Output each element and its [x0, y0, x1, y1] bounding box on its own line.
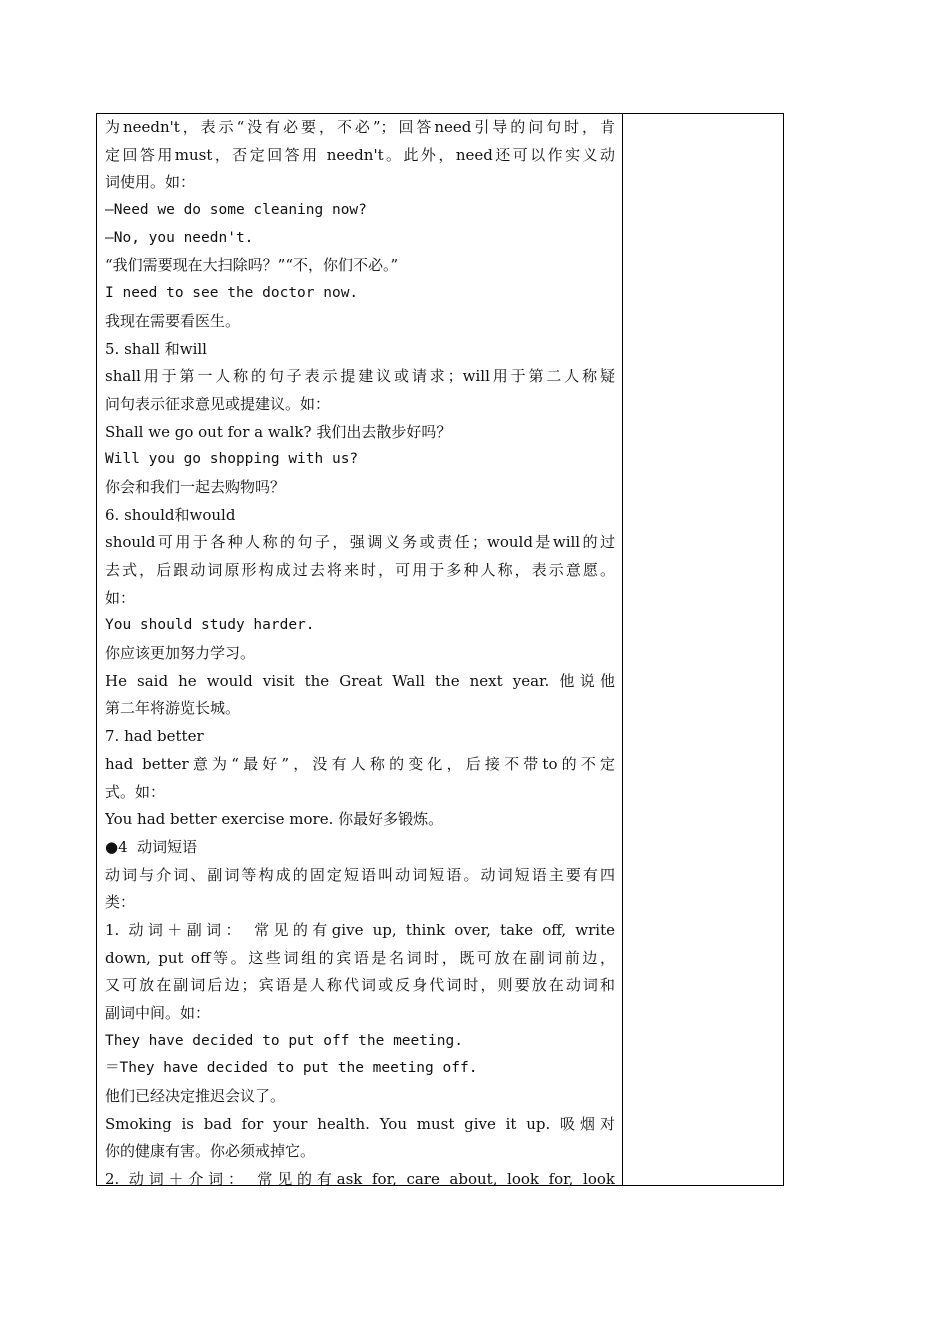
- text-line: should可用于各种人称的句子，强调义务或责任；would是will的过: [105, 533, 615, 552]
- left-cell-content: [105, 114, 615, 1194]
- example-sentence: Smoking is bad for your health. You must give it up. 吸烟对: [105, 1114, 615, 1133]
- example-sentence: You should study harder.: [105, 617, 315, 634]
- example-sentence: He said he would visit the Great Wall the next year. 他说他: [105, 671, 615, 690]
- example-sentence: Shall we go out for a walk? 我们出去散步好吗？: [105, 422, 452, 441]
- text-line: 去式，后跟动词原形构成过去将来时，可用于多种人称，表示意愿。: [105, 561, 615, 579]
- example-sentence: They have decided to put off the meeting.: [105, 1032, 463, 1049]
- text-line: 词使用。如：: [105, 173, 196, 192]
- section-heading: 6. should和would: [105, 505, 236, 524]
- section-heading: ●4 动词短语: [105, 837, 198, 856]
- text-line: 问句表示征求意见或提建议。如：: [105, 394, 331, 413]
- text-line: 定回答用must，否定回答用 needn't。此外，need还可以作实义动: [105, 145, 615, 164]
- text-line: 副词中间。如：: [105, 1004, 211, 1022]
- example-sentence: —Need we do some cleaning now?: [105, 202, 367, 219]
- text-line: 为needn't，表示“没有必要，不必”；回答need引导的问句时，肯: [105, 118, 615, 136]
- example-sentence: ＝They have decided to put the meeting off.: [105, 1060, 478, 1077]
- example-sentence: You had better exercise more. 你最好多锻炼。: [105, 810, 444, 829]
- text-line: 式。如：: [105, 782, 166, 801]
- text-line: 2. 动词＋介词： 常见的有ask for, care about, look for, look: [105, 1170, 615, 1189]
- text-line: shall用于第一人称的句子表示提建议或请求；will用于第二人称疑: [105, 367, 615, 386]
- text-line: 你的健康有害。你必须戒掉它。: [105, 1142, 316, 1161]
- column-divider: [622, 114, 623, 1185]
- text-line: 第二年将游览长城。: [105, 699, 241, 718]
- example-sentence: Will you go shopping with us?: [105, 451, 359, 468]
- example-sentence: —No, you needn't.: [105, 229, 254, 246]
- text-line: had better意为“最好”，没有人称的变化，后接不带to的不定: [105, 754, 615, 773]
- text-line: 类：: [105, 893, 136, 912]
- example-sentence: I need to see the doctor now.: [105, 285, 359, 302]
- document-table: [96, 113, 784, 1189]
- text-line: 你会和我们一起去购物吗？: [105, 477, 286, 496]
- text-line: 他们已经决定推迟会议了。: [105, 1087, 286, 1106]
- section-heading: 7. had better: [105, 727, 204, 746]
- text-line: 又可放在副词后边；宾语是人称代词或反身代词时，则要放在动词和: [105, 976, 615, 995]
- text-line: 1. 动词＋副词： 常见的有give up, think over, take off, write: [105, 920, 615, 939]
- text-line: down, put off等。这些词组的宾语是名词时，既可放在副词前边，: [105, 948, 615, 967]
- text-line: 动词与介词、副词等构成的固定短语叫动词短语。动词短语主要有四: [105, 865, 615, 884]
- text-line: 如：: [105, 588, 136, 607]
- text-line: 我现在需要看医生。: [105, 311, 241, 330]
- text-line: 你应该更加努力学习。: [105, 644, 256, 663]
- section-heading: 5. shall 和will: [105, 339, 207, 358]
- text-line: “我们需要现在大扫除吗？”“不，你们不必。”: [105, 256, 399, 275]
